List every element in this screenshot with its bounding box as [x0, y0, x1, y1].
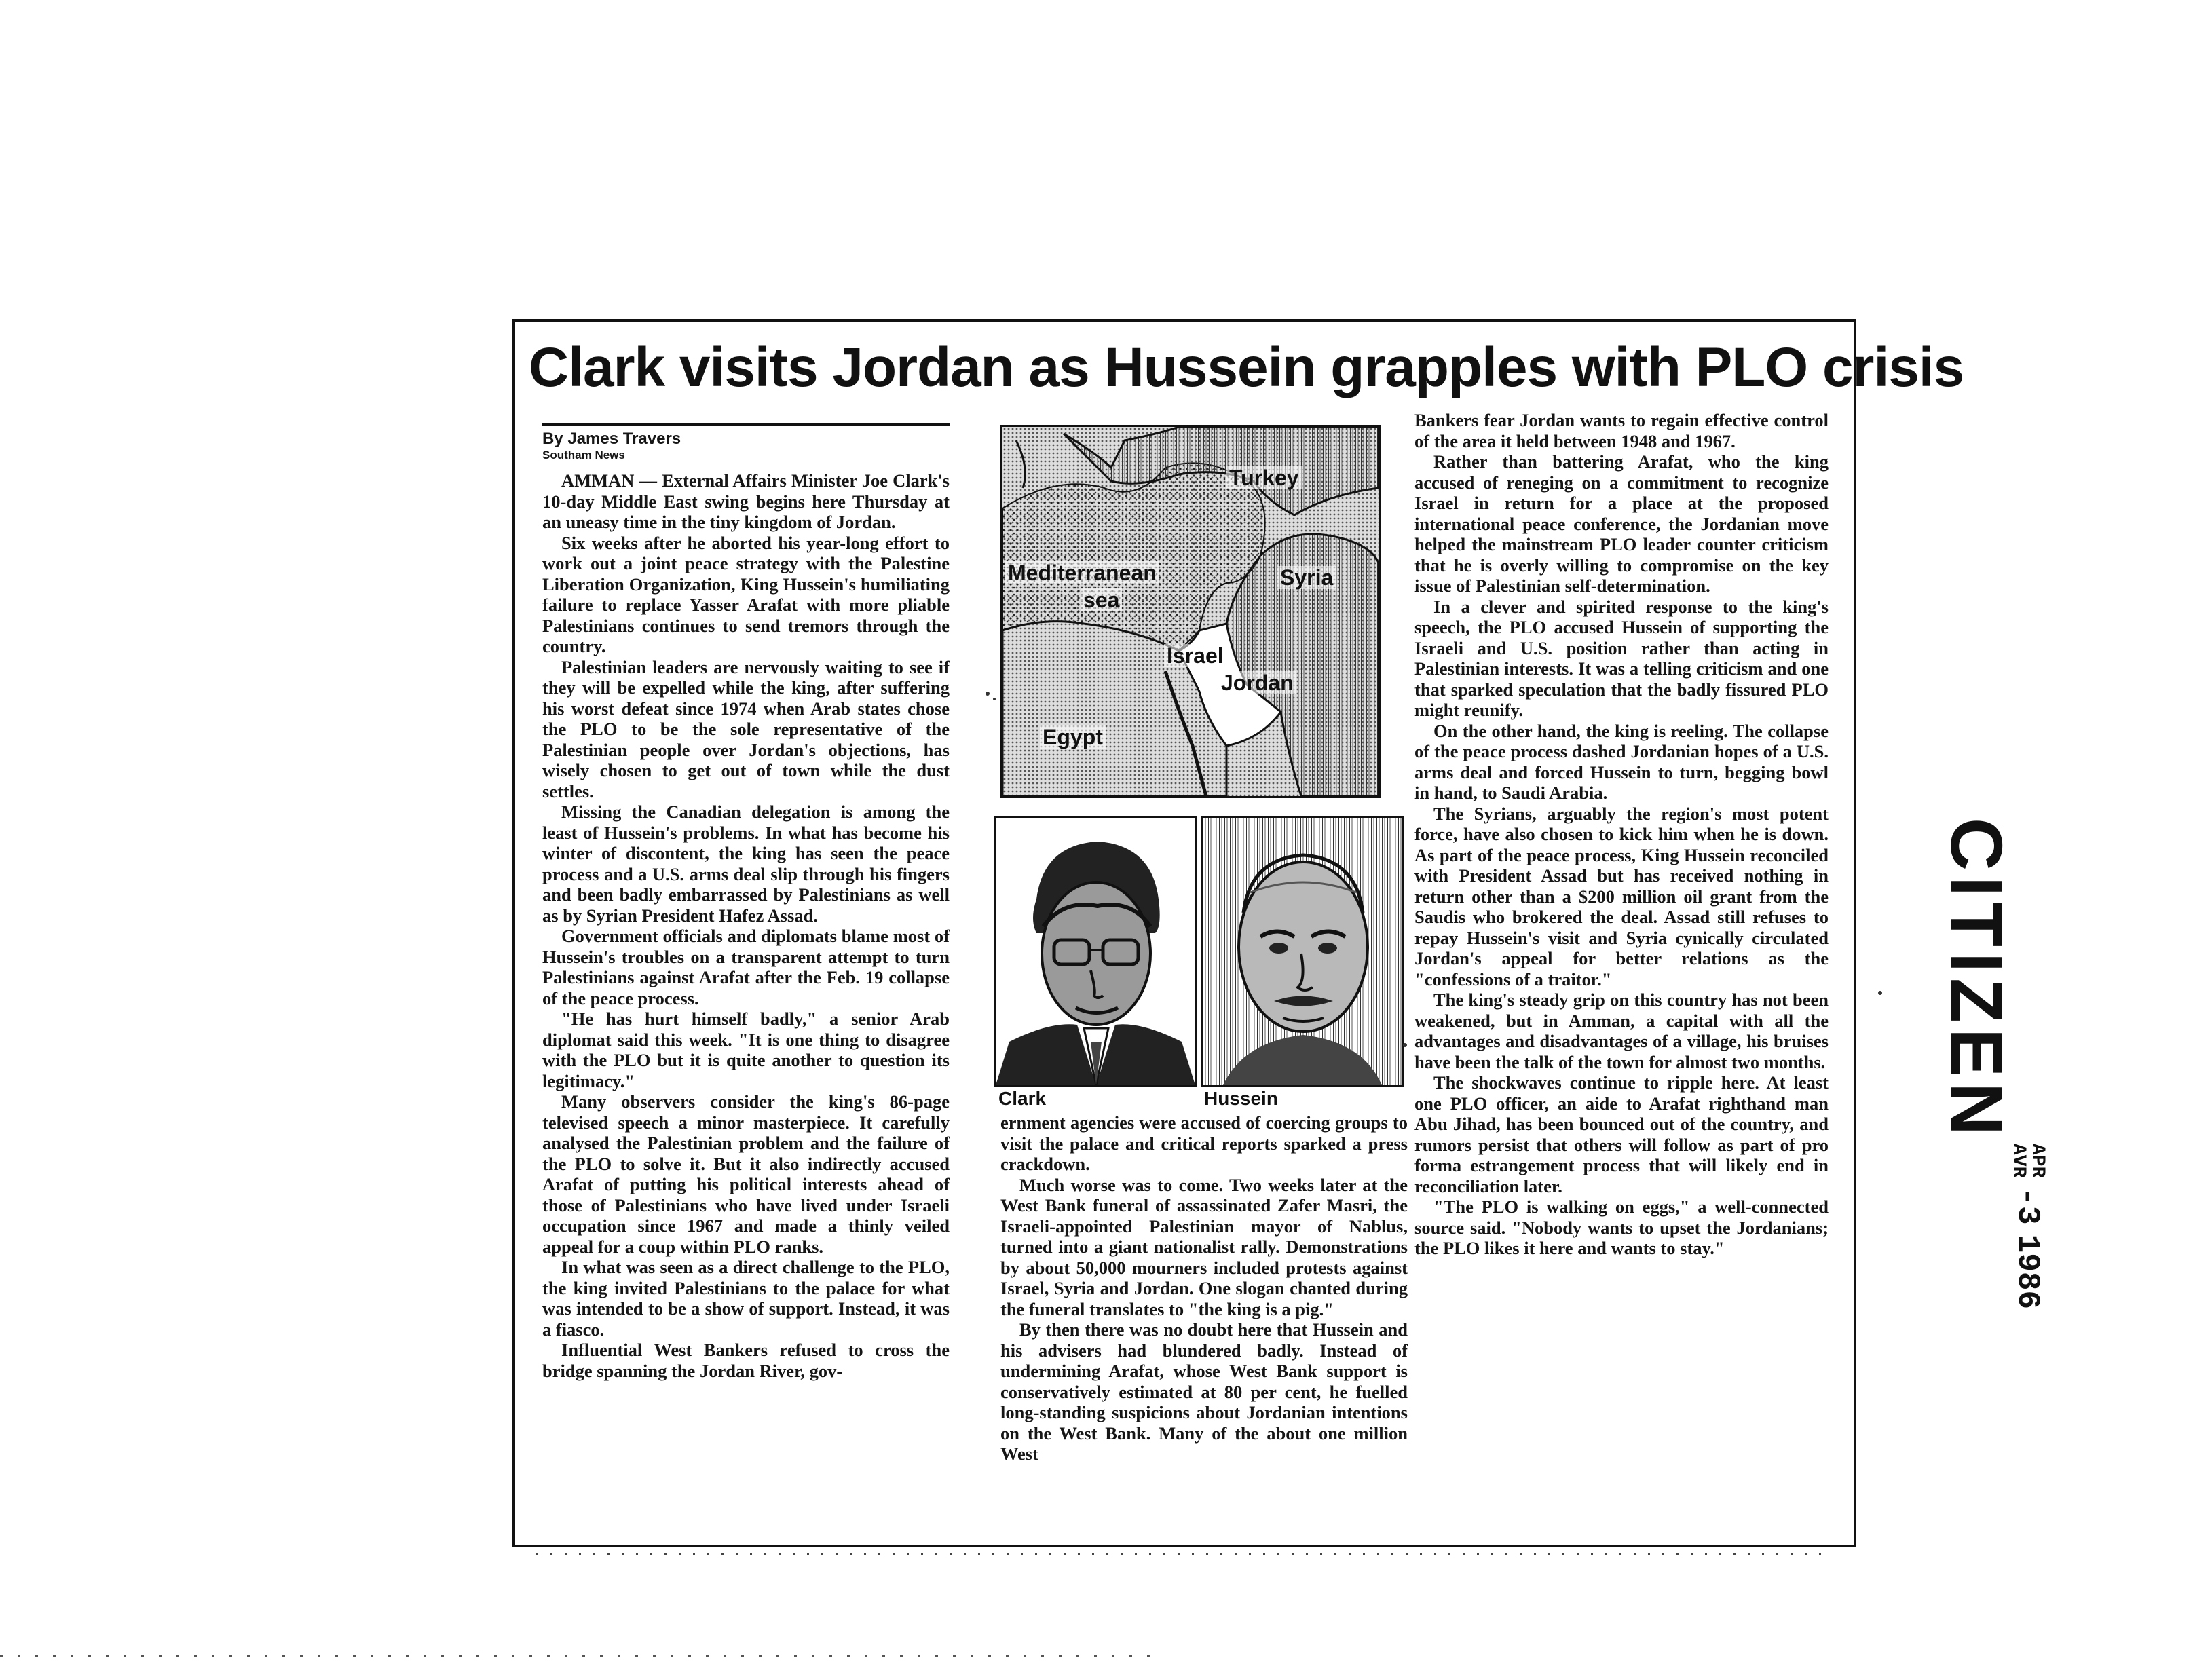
paragraph: The Syrians, arguably the region's most potent force, have also chosen to kick him when he is down. As part of the peace process, King Hussein reconciled with President Assad but has received nothing in return other than a $200 million oil grant from the Saudis who brokered the deal. Assad still refuses to repay Hussein's visit and Syria cynically circulated Jordan's appeal for better relations as the "confessions of a traitor.": [1414, 803, 1829, 989]
caption-hussein: Hussein: [1204, 1088, 1278, 1109]
map-label-egypt: Egypt: [1040, 725, 1106, 749]
paragraph: The king's steady grip on this country has not been weakened, but in Amman, a capital with all the advantages and disadvantages of a village, his bruises have been the talk of the town for almost two months.: [1414, 989, 1829, 1072]
paragraph: Government officials and diplomats blame most of Hussein's troubles on a transparent attempt to turn Palestinians against Arafat after the Feb. 19 collapse of the peace process.: [542, 926, 950, 1008]
map-label-israel: Israel: [1164, 644, 1226, 667]
newspaper-masthead: CITIZEN: [1936, 818, 2018, 1141]
paragraph: Six weeks after he aborted his year-long effort to work out a joint peace strategy with the Palestine Liberation Organization, King Hussein's humiliating failure to replace Yasser Arafat with more pliable Palestinians continues to send tremors through the country.: [542, 532, 950, 656]
paragraph: Influential West Bankers refused to cross the bridge spanning the Jordan River, gov-: [542, 1340, 950, 1381]
map-label-sea: sea: [1081, 588, 1122, 611]
date-stamp-month-en: APR: [2027, 1144, 2048, 1178]
map-label-jordan: Jordan: [1218, 671, 1296, 694]
paragraph: The shockwaves continue to ripple here. At least one PLO officer, an aide to Arafat righthand man Abu Jihad, has been bounced out of the country, and rumors persist that others will follow as part of pro forma estrangement process that will likely end in reconciliation later.: [1414, 1072, 1829, 1196]
paragraph: Missing the Canadian delegation is among the least of Hussein's problems. In what has become his winter of discontent, the king has seen the peace process and a U.S. arms deal slip through his fingers and been badly embarrassed by Palestinians as well as by Syrian President Hafez Assad.: [542, 801, 950, 926]
map-label-turkey: Turkey: [1226, 466, 1302, 489]
paragraph: Bankers fear Jordan wants to regain effective control of the area it held between 1948 and 1967.: [1414, 410, 1829, 451]
paragraph: Rather than battering Arafat, who the king accused of reneging on a commitment to recognize Israel in return for a place at the proposed international peace conference, the Jordanian move helped the mainstream PLO leader counter criticism that he is overly willing to compromise on the key issue of Palestinian self-determination.: [1414, 451, 1829, 596]
hussein-portrait-drawing: [1203, 818, 1402, 1085]
date-stamp-year: 1986: [2010, 1234, 2045, 1310]
date-stamp-month-fr: AVR: [2008, 1144, 2029, 1178]
paragraph: AMMAN — External Affairs Minister Joe Clark's 10-day Middle East swing begins here Thursday at an uneasy time in the tiny kingdom of Jordan.: [542, 470, 950, 532]
paragraph: By then there was no doubt here that Hussein and his advisers had blundered badly. Instead of undermining Arafat, whose West Bank support is conservatively estimated at 80 per cent, he fuelled long-standing suspicions about Jordanian intentions on the West Bank. Many of the about one million West: [1000, 1319, 1408, 1464]
paragraph: Palestinian leaders are nervously waiting to see if they will be expelled while the king, after suffering his worst defeat since 1974 when Arab states chose the PLO to be the sole representative of the Palestinian people over Jordan's objections, has wisely chosen to get out of town while the dust settles.: [542, 656, 950, 801]
map-label-syria: Syria: [1277, 566, 1336, 589]
hussein-photo: [1201, 816, 1404, 1087]
date-stamp-months: [2008, 1144, 2046, 1177]
paragraph: In a clever and spirited response to the king's speech, the PLO accused Hussein of supporting the Israeli and U.S. position rather than acting in Palestinian interests. It was a telling criticism and one that sparked speculation that the badly fissured PLO might reunify.: [1414, 596, 1829, 720]
middle-east-map: [1000, 425, 1381, 798]
map-label-mediterranean: Mediterranean: [1005, 561, 1159, 584]
clark-photo: [994, 816, 1197, 1087]
byline-rule: [542, 423, 950, 426]
paragraph: Many observers consider the king's 86-page televised speech a minor masterpiece. It carefully analysed the Palestinian problem and the failure of the PLO to solve it. But it also indirectly accused Arafat of putting his political interests ahead of those of Palestinians who have lived under Israeli occupation since 1967 and made a thinly veiled appeal for a coup within PLO ranks.: [542, 1091, 950, 1257]
paragraph: In what was seen as a direct challenge to the PLO, the king invited Palestinians to the palace for what was intended to be a show of support. Instead, it was a fiasco.: [542, 1257, 950, 1340]
date-stamp: [2008, 1144, 2046, 1309]
paragraph: "He has hurt himself badly," a senior Arab diplomat said this week. "It is one thing to disagree with the PLO but it is quite another to question its legitimacy.": [542, 1008, 950, 1091]
paragraph: ernment agencies were accused of coercing groups to visit the palace and critical reports sparked a press crackdown.: [1000, 1112, 1408, 1174]
date-stamp-day: -3: [2010, 1187, 2045, 1225]
byline: By James Travers: [542, 430, 681, 448]
article-column-3: [1414, 410, 1829, 1259]
headline: Clark visits Jordan as Hussein grapples with PLO crisis: [529, 337, 1964, 398]
caption-clark: Clark: [998, 1088, 1047, 1109]
clark-portrait-drawing: [996, 818, 1195, 1085]
paragraph: "The PLO is walking on eggs," a well-connected source said. "Nobody wants to upset the Jordanians; the PLO likes it here and wants to stay.": [1414, 1196, 1829, 1258]
paragraph: Much worse was to come. Two weeks later at the West Bank funeral of assassinated Zafer Masri, the Israeli-appointed Palestinian mayor of Nablus, turned into a giant nationalist rally. Demonstrations by about 50,000 mourners included protests against Israel, Syria and Jordan. One slogan chanted during the funeral translates to "the king is a pig.": [1000, 1174, 1408, 1319]
byline-source: Southam News: [542, 449, 625, 461]
paragraph: On the other hand, the king is reeling. The collapse of the peace process dashed Jordanian hopes of a U.S. arms deal and forced Hussein to turn, begging bowl in hand, to Saudi Arabia.: [1414, 720, 1829, 803]
newspaper-clipping: [512, 319, 1964, 1547]
article-column-1: [542, 423, 950, 1381]
article-column-2: [1000, 1112, 1408, 1465]
